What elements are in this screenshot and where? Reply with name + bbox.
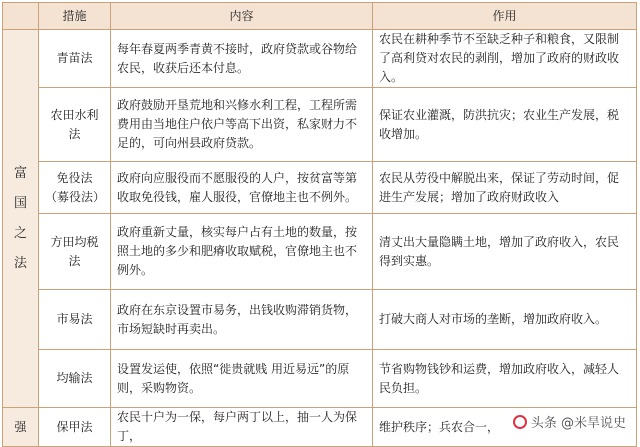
table-row <box>3 214 637 290</box>
measure-content: 每年春夏两季青黄不接时，政府贷款或谷物给农民，收获后还本付息。 <box>111 30 373 88</box>
group-label-qiangbing: 强 <box>3 408 39 447</box>
table-header <box>3 3 637 30</box>
measure-name: 青苗法 <box>39 30 111 88</box>
measure-content: 设置发运使，依照“徙贵就贱 用近易远”的原则，采购物资。 <box>111 350 373 408</box>
table-row <box>3 350 637 408</box>
policy-table <box>2 2 637 447</box>
toutiao-logo-icon <box>513 415 527 429</box>
table-row <box>3 290 637 350</box>
measure-effect: 农民在耕种季节不至缺乏种子和粮食，又限制了高利贷对农民的剥削，增加了政府的财政收入。 <box>373 30 637 88</box>
measure-name: 市易法 <box>39 290 111 350</box>
measure-name: 农田水利法 <box>39 88 111 162</box>
measure-name: 免役法（募役法） <box>39 162 111 214</box>
measure-content: 政府重新丈量，核实每户占有土地的数量，按照土地的多少和肥瘠收取赋税，官僚地主也不例外。 <box>111 214 373 290</box>
header-blank <box>3 3 39 30</box>
measure-effect: 打破大商人对市场的垄断，增加政府收入。 <box>373 290 637 350</box>
measure-effect: 农民从劳役中解脱出来，保证了劳动时间，促进生产发展；增加了政府财政收入 <box>373 162 637 214</box>
header-effect: 作用 <box>373 3 637 30</box>
measure-content: 农民十户为一保，每户两丁以上，抽一人为保丁， <box>111 408 373 447</box>
measure-content: 政府向应服役而不愿服役的人户，按贫富等第收取免役钱，雇人服役，官僚地主也不例外。 <box>111 162 373 214</box>
table-row <box>3 30 637 88</box>
table-row <box>3 88 637 162</box>
measure-name: 均输法 <box>39 350 111 408</box>
group-label-fuguo: 富 国 之 法 <box>3 30 39 408</box>
measure-content: 政府在东京设置市易务，出钱收购滞销货物，市场短缺时再卖出。 <box>111 290 373 350</box>
watermark <box>509 411 630 432</box>
measure-effect: 保证农业灌溉，防洪抗灾；农业生产发展，税收增加。 <box>373 88 637 162</box>
watermark-text: 头条 @米旱说史 <box>530 416 626 431</box>
header-measure: 措施 <box>39 3 111 30</box>
measure-name: 方田均税法 <box>39 214 111 290</box>
measure-content: 政府鼓励开垦荒地和兴修水利工程，工程所需费用由当地住户依户等高下出资，私家财力不足的，可向州县政府贷款。 <box>111 88 373 162</box>
measure-effect: 维护秩序；兵农合一， <box>373 408 637 447</box>
measure-name: 保甲法 <box>39 408 111 447</box>
table-row <box>3 162 637 214</box>
header-content: 内容 <box>111 3 373 30</box>
measure-effect: 节省购物钱钞和运费，增加政府收入，减轻人民负担。 <box>373 350 637 408</box>
measure-effect: 清丈出大量隐瞒土地，增加了政府收入，农民得到实惠。 <box>373 214 637 290</box>
